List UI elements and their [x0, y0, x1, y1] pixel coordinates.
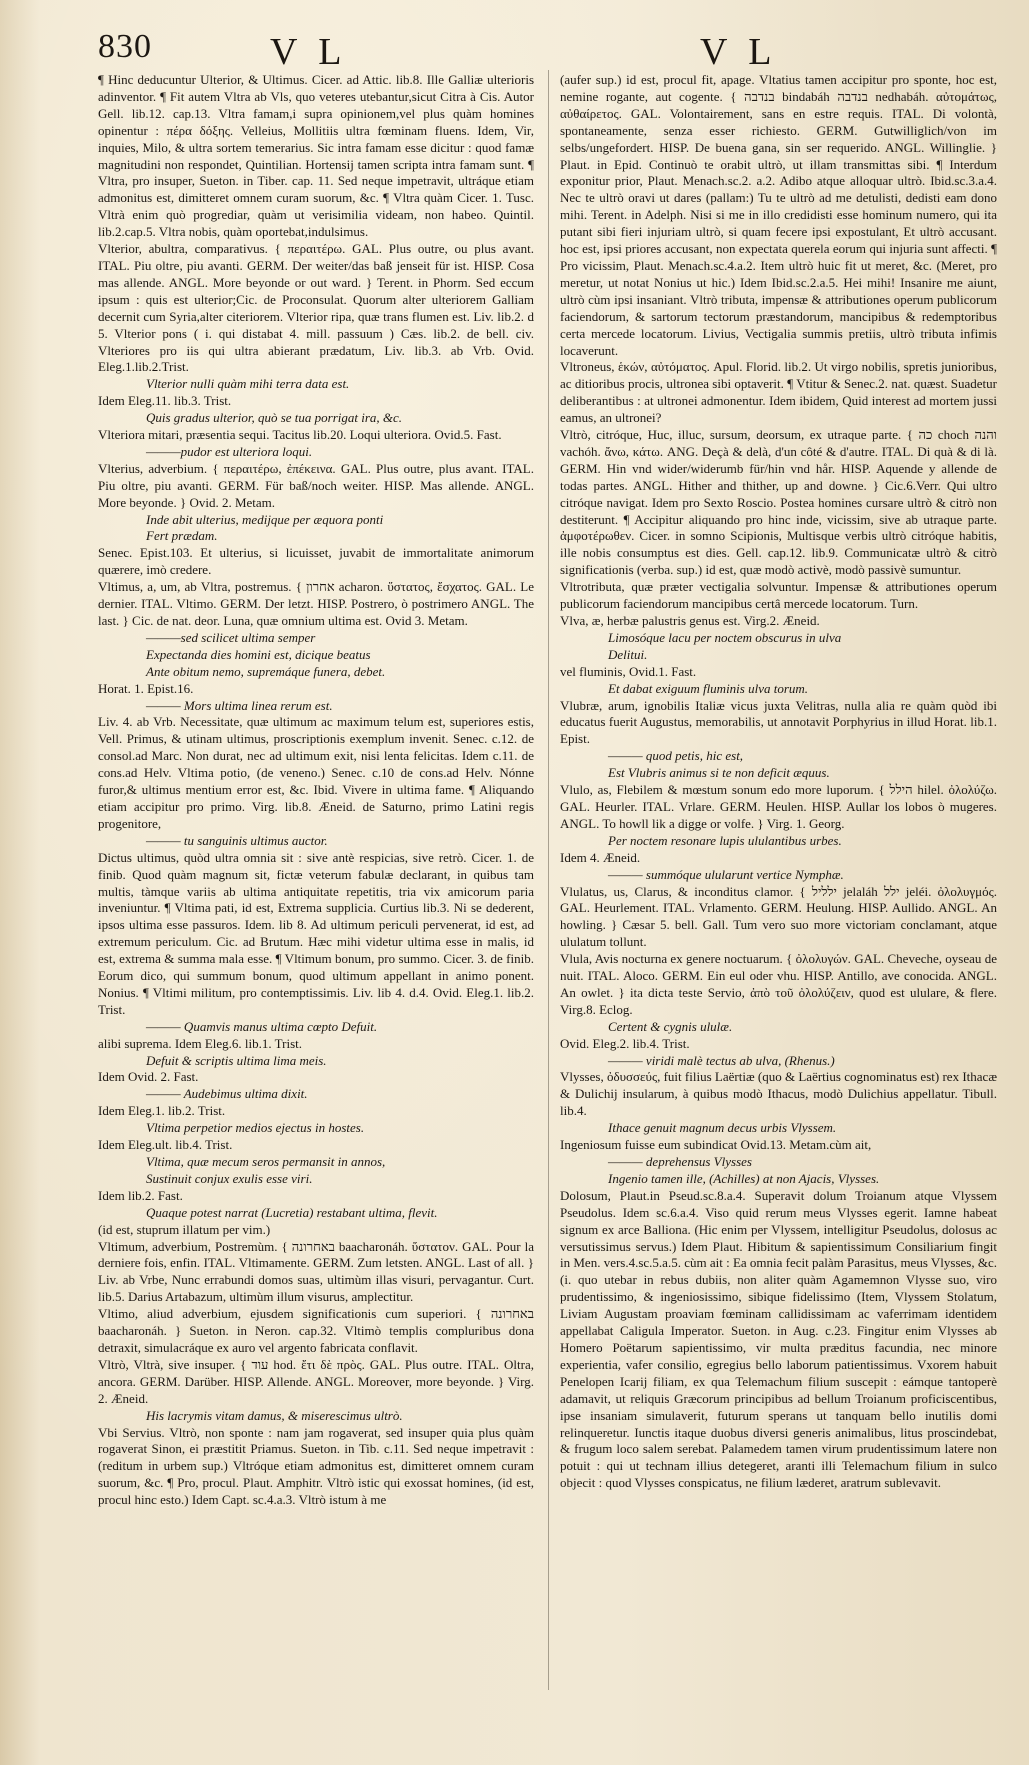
verse-quotation: Sustinuit conjux exulis esse viri.	[146, 1170, 313, 1186]
dictionary-entry: Idem Eleg.1. lib.2. Trist.	[98, 1103, 226, 1119]
dictionary-entry: Vlula, Avis nocturna ex genere noctuarum. { ὀλολυγών. GAL. Cheveche, oyseau de nuit. ITAL. Aloco. GERM. Ein eul oder vhu. HISP. Antillo, ave conocida. ANGL. An owlet. } ita dicta teste Servio, ἀπὸ τοῦ ὀλολύζειν, quod est ululare, & flere. Virg.8. Eclog.	[560, 951, 997, 1017]
verse-quotation: ——— deprehensus Vlysses	[608, 1154, 752, 1169]
dictionary-entry: Vltrò, Vltrà, sive insuper. { עוד hod. ἔτι δὲ πρὸς. GAL. Plus outre. ITAL. Oltra, ancora. GERM. Darüber. HISP. Allende. ANGL. Moreover, more beyonde. } Virg. 2. Æneid.	[98, 1356, 534, 1406]
dictionary-entry: Vlulatus, us, Clarus, & inconditus clamor. { ילליל jelaláh ילל jeléi. ὀλολυγμός. GAL. Heurlement. ITAL. Vrlamento. GERM. Heulung. HISP. Aullido. ANGL. An howling. } Cæsar 5. bell. Gall. Tum vero suo more victoriam conclamant, atque ululatum tollunt.	[560, 883, 997, 950]
dictionary-entry: Vltrò, citróque, Huc, illuc, sursum, deorsum, ex utraque parte. { כה choch והנה vachóh. ἄνω, κάτω. ANG. Deçà & delà, d'un côté & d'autre. ITAL. Di quà & di là. GERM. Hin vnd wider/widerumb für/hin vnd hår. HISP. Aquende y allende de todas partes. ANGL. Hither and thither, up and downe. } Cic.6.Verr. Qui ultro citróque navigat. Idem pro Sexto Roscio. Postea homines cursare ultrò & citrò non destiterunt. ¶ Accipitur aliquando pro hinc inde, vicissim, sive ab utraque parte. ἀμφοτέρωθεν. Cicer. in somno Scipionis, Multisque verbis ultrò citróque habitis, ille nobis consumptus est dies. Gell. cap.12. lib.9. Communicatæ ultrò & citrò significationis (verba. sup.) id est, quæ modò activè, modò passivè sumuntur.	[560, 427, 997, 578]
left-running-head: V L	[270, 31, 348, 73]
verse-quotation: Ithace genuit magnum decus urbis Vlyssem.	[608, 1120, 837, 1136]
verse-quotation: Vltima, quæ mecum seros permansit in annos,	[146, 1154, 386, 1169]
dictionary-entry: Vltimo, aliud adverbium, ejusdem significationis cum superiori. { באחרונה baacharonáh. } Sueton. in Neron. cap.32. Vltimò templis compluribus dona detraxit, simulacráque ex auro vel argento fabricata conflavit.	[98, 1306, 534, 1355]
verse-quotation: Inde abit ulterius, medijque per æquora ponti	[146, 511, 384, 527]
dictionary-entry: Vlteriora mitari, præsentia sequi. Tacitus lib.20. Loqui ulteriora. Ovid.5. Fast.	[98, 427, 502, 443]
dictionary-entry: Vlysses, ὀδυσσεύς, fuit filius Laërtiæ (quo & Laërtius cognominatus est) rex Ithacæ & Dulichij insularum, à quibus modò Ithacus, modò Dulichius appellatur. Tibull. lib.4.	[560, 1069, 997, 1119]
dictionary-entry: Horat. 1. Epist.16.	[98, 680, 194, 696]
dictionary-entry: Idem lib.2. Fast.	[98, 1187, 183, 1203]
verse-quotation: ——— tu sanguinis ultimus auctor.	[146, 832, 328, 848]
dictionary-entry: Vltrotributa, quæ præter vectigalia solvuntur. Impensæ & attributiones operum publicorum faciendorum mancipibus certâ mercede locatorum. Turn.	[560, 579, 997, 612]
verse-quotation: Quaque potest narrat (Lucretia) restabant ultima, flevit.	[146, 1204, 438, 1220]
verse-quotation: Per noctem resonare lupis ululantibus urbes.	[608, 832, 842, 848]
verse-quotation: Limosóque lacu per noctem obscurus in ulva	[608, 629, 842, 645]
verse-quotation: Certent & cygnis ululæ.	[608, 1018, 733, 1034]
verse-quotation: Expectanda dies homini est, dicique beatus	[146, 646, 371, 662]
dictionary-entry: Vlulo, as, Flebilem & mœstum sonum edo more luporum. { הילל hilel. ὀλολύζω. GAL. Heurler. ITAL. Vrlare. GERM. Heulen. HISP. Aullar los lobos ò mugeres. ANGL. To howll lik a digge or volfe. } Virg. 1. Georg.	[560, 782, 997, 831]
verse-quotation: ——— Quamvis manus ultima cœpto Defuit.	[146, 1018, 378, 1034]
dictionary-entry: Vlubræ, arum, ignobilis Italiæ vicus juxta Velitras, nulla alia re quàm quòd ibi educatus fuerit Augustus, memorabilis, ut annotavit Porphyrius in illud Horat. lib.1. Epist.	[560, 697, 997, 747]
dictionary-entry: Vlterius, adverbium. { περαιτέρω, ἐπέκεινα. GAL. Plus outre, plus avant. ITAL. Piu oltre, piu avanti. GERM. Für baß/noch weiter. HISP. Mas allende. ANGL. More beyonde. } Ovid. 2. Metam.	[98, 460, 534, 510]
dictionary-entry: Senec. Epist.103. Et ulterius, si licuisset, juvabit de immortalitate animorum quærere, imò credere.	[98, 545, 534, 578]
verse-quotation: ———pudor est ulteriora loqui.	[146, 443, 313, 459]
verse-quotation: Ante obitum nemo, supremáque funera, debet.	[146, 663, 386, 679]
verse-quotation: His lacrymis vitam damus, & miserescimus ultrò.	[146, 1407, 403, 1423]
dictionary-entry: Vltimum, adverbium, Postremùm. { באחרונה baacharonáh. ὕστατον. GAL. Pour la derniere fois, enfin. ITAL. Vltimamente. GERM. Zum letsten. ANGL. Last of all. } Liv. ab Vrbe, Nunc errabundi domos suas, ultimùm illas visuri, pervagantur. Curt. lib.5. Darius Artabazum, ultimùm illum visurus, amplectitur.	[98, 1238, 534, 1305]
verse-quotation: ——— summóque ulularunt vertice Nymphæ.	[608, 866, 844, 882]
dictionary-entry: Idem Eleg.ult. lib.4. Trist.	[98, 1137, 233, 1153]
dictionary-entry: Vlterior, abultra, comparativus. { περαιτέρω. GAL. Plus outre, ou plus avant. ITAL. Piu oltre, piu avanti. GERM. Der weiter/das baß jenseit für ist. HISP. Cosa mas allende. ANGL. More beyonde or out ward. } Terent. in Phorm. Sed eccum ipsum : quis est ulterior;Cic. de Proconsulat. Quorum alter ulteriorem Galliam decernit cum Syria,alter citeriorem. Vlterior ripa, quæ trans flumen est. Liv. lib.2. d 5. Vlterior pons ( i. qui distabat 4. mill. passuum ) Cæs. lib.2. de bell. civ. Vlteriores pro iis qui ultra abierant prædatum, Liv. lib.3. ab Vrb. Ovid. Eleg.1.lib.2.Trist.	[98, 241, 534, 375]
dictionary-entry: ¶ Hinc deducuntur Ulterior, & Ultimus. Cicer. ad Attic. lib.8. Ille Galliæ ulterioris adinventor. ¶ Fit autem Vltra ab Vls, quo veteres utebantur,sicut Citra à Cis. Autor Gell. lib.12. cap.13. Vltra famam,i supra opinionem,vel plus quàm homines opinentur : πέρα δόξης. Velleius, Mollitiis ultra fœminam fluens. Idem, Vir, inquies, Milo, & ultra sortem temerarius. Sic intra famam esse dicitur : quod famæ magnitudini non respondet, Quintilian. Hortensij tamen scripta intra famam sunt. ¶ Vltra, pro insuper, Sueton. in Tiber. cap. 11. Sed neque impetravit, ultráque etiam admonitus est, dimitteret omnem curam suorum, &c. ¶ Vltra quàm Cicer. 1. Tusc. Vltrà enim quò progrediar, quàm ut verisimilia videam, non habeo. Quintil. lib.2.cap.5. Vltra nobis, quàm oportebat,indulsimus.	[98, 72, 534, 240]
dictionary-entry: alibi suprema. Idem Eleg.6. lib.1. Trist.	[98, 1035, 303, 1051]
column-divider	[548, 70, 549, 1690]
verse-quotation: Quis gradus ulterior, quò se tua porrigat ira, &c.	[146, 410, 403, 426]
dictionary-entry: (aufer sup.) id est, procul fit, apage. Vltatius tamen accipitur pro sponte, hoc est, nemine rogante, aut cogente. { בנדבה bindabáh בנדבה nedhabáh. αὐτομάτως, αὐθαίρετος. GAL. Volontairement, sans en estre requis. ITAL. Di volontà, spontaneamente, senza esser richiesto. GERM. Gutwilliglich/von im selbs/ungefordert. HISP. De buena gana, sin ser requerido. ANGL. Willinglie. } Plaut. in Epid. Continuò te orabit ultrò, ut illam transmittas sibi. ¶ Interdum exponitur prior, Plaut. Menach.sc.2. a.2. Adibo atque alloquar ultrò. Ibid.sc.3.a.4. Nec te ultrò oravi ut dares (pallam:) Tu te ultrò ad me detulisti, dedisti eam dono mihi. Terent. in Adelph. Nisi si me in illo credidisti esse hominum numero, qui ita putant sibi fieri injuriam ultrò, si quam fecere ipsi expostulant, Et ultrò accusant. hoc est, ipsi priores accusant, non expectata querela eorum qui injuria sunt affecti. ¶ Pro vicissim, Plaut. Menach.sc.4.a.2. Item ultrò huic fit ut meret, &c. (Meret, pro meretur, ut notat Nonius ut hic.) Idem Ibid.sc.2.a.5. Hei mihi! Insanire me aiunt, ultrò cùm ipsi insaniant. Vltrò tributa, impensæ & attributiones operum publicorum faciendorum, & sartorum tectorum præstandorum, mancipibus & redemptoribus certa mercede locatorum. Livius, Vectigalia summis pretiis, ultrò tributa infimis locaverunt.	[560, 72, 997, 358]
dictionary-entry: Vlva, æ, herbæ palustris genus est. Virg.2. Æneid.	[560, 613, 820, 628]
verse-quotation: Est Vlubris animus si te non deficit æquus.	[608, 765, 830, 781]
dictionary-entry: Idem Eleg.11. lib.3. Trist.	[98, 393, 232, 409]
dictionary-entry: Idem Ovid. 2. Fast.	[98, 1069, 199, 1085]
verse-quotation: ——— viridi malè tectus ab ulva, (Rhenus.)	[608, 1052, 835, 1068]
right-column	[560, 72, 997, 1492]
page-header	[0, 0, 1029, 80]
verse-quotation: ———sed scilicet ultima semper	[146, 629, 316, 645]
dictionary-entry: vel fluminis, Ovid.1. Fast.	[560, 663, 697, 679]
dictionary-entry: Ingeniosum fuisse eum subindicat Ovid.13. Metam.cùm ait,	[560, 1137, 872, 1153]
page-number: 830	[98, 28, 152, 65]
dictionary-entry: Ovid. Eleg.2. lib.4. Trist.	[560, 1035, 690, 1051]
verse-quotation: Ingenio tamen ille, (Achilles) at non Ajacis, Vlysses.	[608, 1170, 880, 1186]
verse-quotation: Et dabat exiguum fluminis ulva torum.	[608, 680, 809, 696]
dictionary-entry: Dolosum, Plaut.in Pseud.sc.8.a.4. Superavit dolum Troianum atque Vlyssem Pseudolus. Idem sc.6.a.4. Viso quid rerum meus Vlysses egerit. Iamne habeat signum ex arce Balliona. (Hic enim per Vlyssem, intelligitur Pseudolus, dolosus ac versutissimus servus.) Idem Plaut. Hibitum & sapientissimum Consiliarium fingit in Men. vers.4.sc.5.a.5. cùm ait : Ea omnia fecit palàm Parasitus, meus Vlysses, &c. (i. quo utebar in rebus dubiis, non aliter quàm Agamemnon Vlysse suo, viro prudentissimo, & ingeniosissimo, sibique fidelissimo (Item, Vlyssem Stolatum, Liviam Augustam proaviam fœminam callidissimam ac vaferrimam identidem appellabat Caligula Imperator. Sueton. in Aug. c.23. Fingitur enim Vlysses ab Homero Poëtarum sapientissimo, vir multa præditus facundia, nec minore experientia, vafer consilio, egregius bello laborum patientissimus. Vxorem habuit Penelopen Icarij filiam, ex qua Telemachum filium suscepit : eámque tantoperè adamavit, ut reliquis Græcorum principibus ad bellum Troianum proficiscentibus, ipse insaniam simulaverit, futurum sperans ut tanquam bello inutilis domi relinqueretur. Iunctis itaque duobus diversi generis animalibus, litus proscindebat, & frugum loco salem serebat. Palamedem tamen virum prudentissimum latere non potuit : qui ut technam illius detegeret, aranti illi Telemachum filium in sulco objecit : quod Vlysses conspicatus, ne filium læderet, aratrum sublevavit.	[560, 1187, 997, 1491]
verse-quotation: Vlterior nulli quàm mihi terra data est.	[146, 376, 350, 392]
left-column	[98, 72, 534, 1509]
dictionary-entry: Vltimus, a, um, ab Vltra, postremus. { אחרון acharon. ὕστατος, ἔσχατος. GAL. Le dernier. ITAL. Vltimo. GERM. Der letzt. HISP. Postrero, ò postrimero ANGL. The last. } Cic. de nat. deor. Luna, quæ omnium ultima est. Ovid 3. Metam.	[98, 579, 534, 628]
dictionary-entry: Vltroneus, ἑκών, αὐτόματος. Apul. Florid. lib.2. Ut virgo nobilis, spretis junioribus, ac ditioribus procis, ultronea sibi optaverit. ¶ Vtitur & Senec.2. nat. quæst. Suadetur deliberantibus : at ultronei admonentur. Idem ibidem, Quid interest ad mortem jussi eamus, an ultronei?	[560, 359, 997, 426]
dictionary-entry: Idem 4. Æneid.	[560, 849, 641, 865]
verse-quotation: Fert prædam.	[146, 528, 218, 544]
right-running-head: V L	[700, 31, 778, 73]
dictionary-entry: Liv. 4. ab Vrb. Necessitate, quæ ultimum ac maximum telum est, superiores estis, Vell. Primus, & utinam ultimus, proscriptionis exemplum invenit. Senec. c.12. de consol.ad Marc. Non durat, nec ad ultimum exit, nisi lenta felicitas. Idem c.11. de cons.ad Helv. Vltima potio, (de veneno.) Senec. c.10 de cons.ad Helv. Nónne furor,& ultimus mentium error est, &c. Ibid. Vivere in ultima fame. ¶ Aliquando etiam accipitur pro primo. Virg. lib.8. Æneid. de Saturno, primo Latini regis progenitore,	[98, 714, 534, 831]
dictionary-entry: Dictus ultimus, quòd ultra omnia sit : sive antè respicias, sive retrò. Cicer. 1. de finib. Quod quàm magnum sit, fictæ veterum fabulæ declarant, in quibus tam multis, tàmque variis ab ultima antiquitate repetitis, tria vix amicorum paria inveniuntur. ¶ Vltima pati, id est, Extrema supplicia. Curtius lib.3. Ni se dederent, ipsos ultima esse passuros. Idem. lib 8. Ad ultimum periculi pervenerat, id est, ad extremum periculum. Cic. ad Brutum. Hæc mihi videtur ultima esse in malis, id est, extrema & summa mala esse. ¶ Vltimum bonum, pro summo. Cicer. 3. de finib. Eorum dico, qui summum bonum, quod ultimum appellant in animo ponent. Nonius. ¶ Vltimi militum, pro contemptissimis. Liv. lib 4. d.4. Ovid. Eleg.1. lib.2. Trist.	[98, 849, 534, 1017]
verse-quotation: Delitui.	[608, 646, 648, 662]
verse-quotation: ——— Audebimus ultima dixit.	[146, 1086, 308, 1102]
dictionary-entry: (id est, stuprum illatum per vim.)	[98, 1221, 271, 1237]
verse-quotation: Vltima perpetior medios ejectus in hostes.	[146, 1120, 365, 1136]
verse-quotation: ——— Mors ultima linea rerum est.	[146, 697, 333, 713]
dictionary-entry: Vbi Servius. Vltrò, non sponte : nam jam rogaverat, sed insuper quia plus quàm rogaverat Sinon, ei præstitit Priamus. Sueton. in Tib. c.11. Sed neque impetravit : (reditum in urbem sup.) Vltróque etiam admonitus est, dimitteret omnem curam suorum, &c. ¶ Pro, procul. Plaut. Amphitr. Vltrò istic qui exossat homines, (id est, procul hinc esto.) Idem Capt. sc.4.a.3. Vltrò istum à me	[98, 1424, 534, 1508]
verse-quotation: Defuit & scriptis ultima lima meis.	[146, 1052, 327, 1068]
verse-quotation: ——— quod petis, hic est,	[608, 748, 744, 764]
